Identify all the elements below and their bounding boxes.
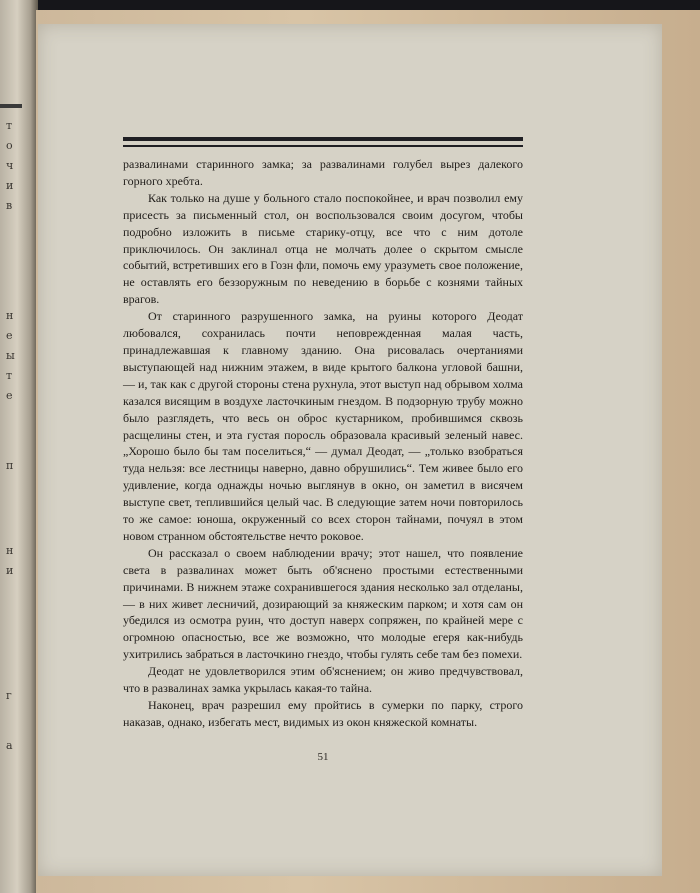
left-page-edge: [0, 0, 38, 893]
paragraph: Наконец, врач разрешил ему пройтись в сумерки по парку, строго наказав, однако, избегать мест, видимых из окон княжеской комнаты.: [123, 698, 523, 729]
margin-fragment: о: [6, 139, 13, 152]
margin-fragment: е: [6, 329, 13, 342]
margin-fragment: т: [6, 369, 13, 382]
margin-fragment: т: [6, 119, 13, 132]
paragraph: Деодат не удовлетворился этим об'яснением; он живо предчувствовал, что в развалинах замка укрылась какая-то тайна.: [123, 664, 523, 696]
margin-fragment: ч: [6, 159, 14, 172]
paragraph: Как только на душе у больного стало поспокойнее, и врач позволил ему присесть за письменный стол, он воспользовался своим досугом, чтобы подробно изложить в письме старику-отцу, все что с ним дотоле приключилось. Он заклинал отца не молчать долее о скрытом смысле событий, встретивших его в Гозн фли, помочь ему уразуметь свое положение, не оставлять его беззоружным по неведению в борьбе с кознями тайных врагов.: [123, 190, 523, 307]
paragraph: развалинами старинного замка; за развалинами голубел вырез далекого горного хребта.: [123, 157, 523, 188]
left-page-rule-fragment: [0, 104, 22, 108]
margin-fragment: ы: [6, 349, 15, 362]
margin-fragment: и: [6, 179, 14, 192]
header-rule-thick: [123, 137, 523, 141]
margin-fragment: е: [6, 389, 13, 402]
paragraph: Он рассказал о своем наблюдении врачу; этот нашел, что появление света в развалинах может быть об'яснено простыми естественными причинами. В нижнем этаже сохранившегося здания несколько зал отделаны, — в них живет лесничий, дозирающий за княжеским парком; и хотя сам он убедился из осмотра руин, что доступ наверх сопряжен, по крайней мере с огромною опасностью, все же возможно, что молодые егеря как-нибудь ухитрились забраться в ласточкино гнездо, чтобы гулять себе там без помехи.: [123, 545, 523, 662]
header-rule: [123, 137, 523, 147]
margin-fragment: а: [6, 739, 13, 752]
header-rule-thin: [123, 145, 523, 147]
margin-fragment: н: [6, 544, 14, 557]
page-number: 51: [317, 751, 329, 763]
margin-fragment: в: [6, 199, 13, 212]
margin-fragment: и: [6, 564, 14, 577]
margin-fragment: г: [6, 689, 12, 702]
margin-fragment: н: [6, 309, 14, 322]
book-page: [38, 24, 662, 876]
body-text: [123, 156, 523, 731]
paragraph: От старинного разрушенного замка, на руины которого Деодат любовался, сохранилась почти неповрежденная малая часть, принадлежавшая к главному зданию. Она рисовалась очертаниями выступающей над нижним этажем, в виде крытого балкона угловой башни, — и, так как с другой стороны стена рухнула, этот выступ над обрывом холма казался висящим в воздухе ласточкиным гнездом. В подзорную трубу можно было разглядеть, что весь он оброс кустарником, пробившимся сквозь расщелины стен, и эта густая поросль образовала красивый зеленый навес. „Хорошо было бы там поселиться,“ — думал Деодат, — „только взобраться туда нельзя: все лестницы наверно, давно обрушились“. Тем живее было его удивление, когда однажды ночью выглянув в окно, он заметил в висячем выступе свет, теплившийся целый час. В следующие затем ночи повторилось то же самое: юноша, окруженный со всех сторон тайнами, почуял в этом новом странном обстоятельстве нечто роковое.: [123, 309, 523, 543]
margin-fragment: п: [6, 459, 14, 472]
